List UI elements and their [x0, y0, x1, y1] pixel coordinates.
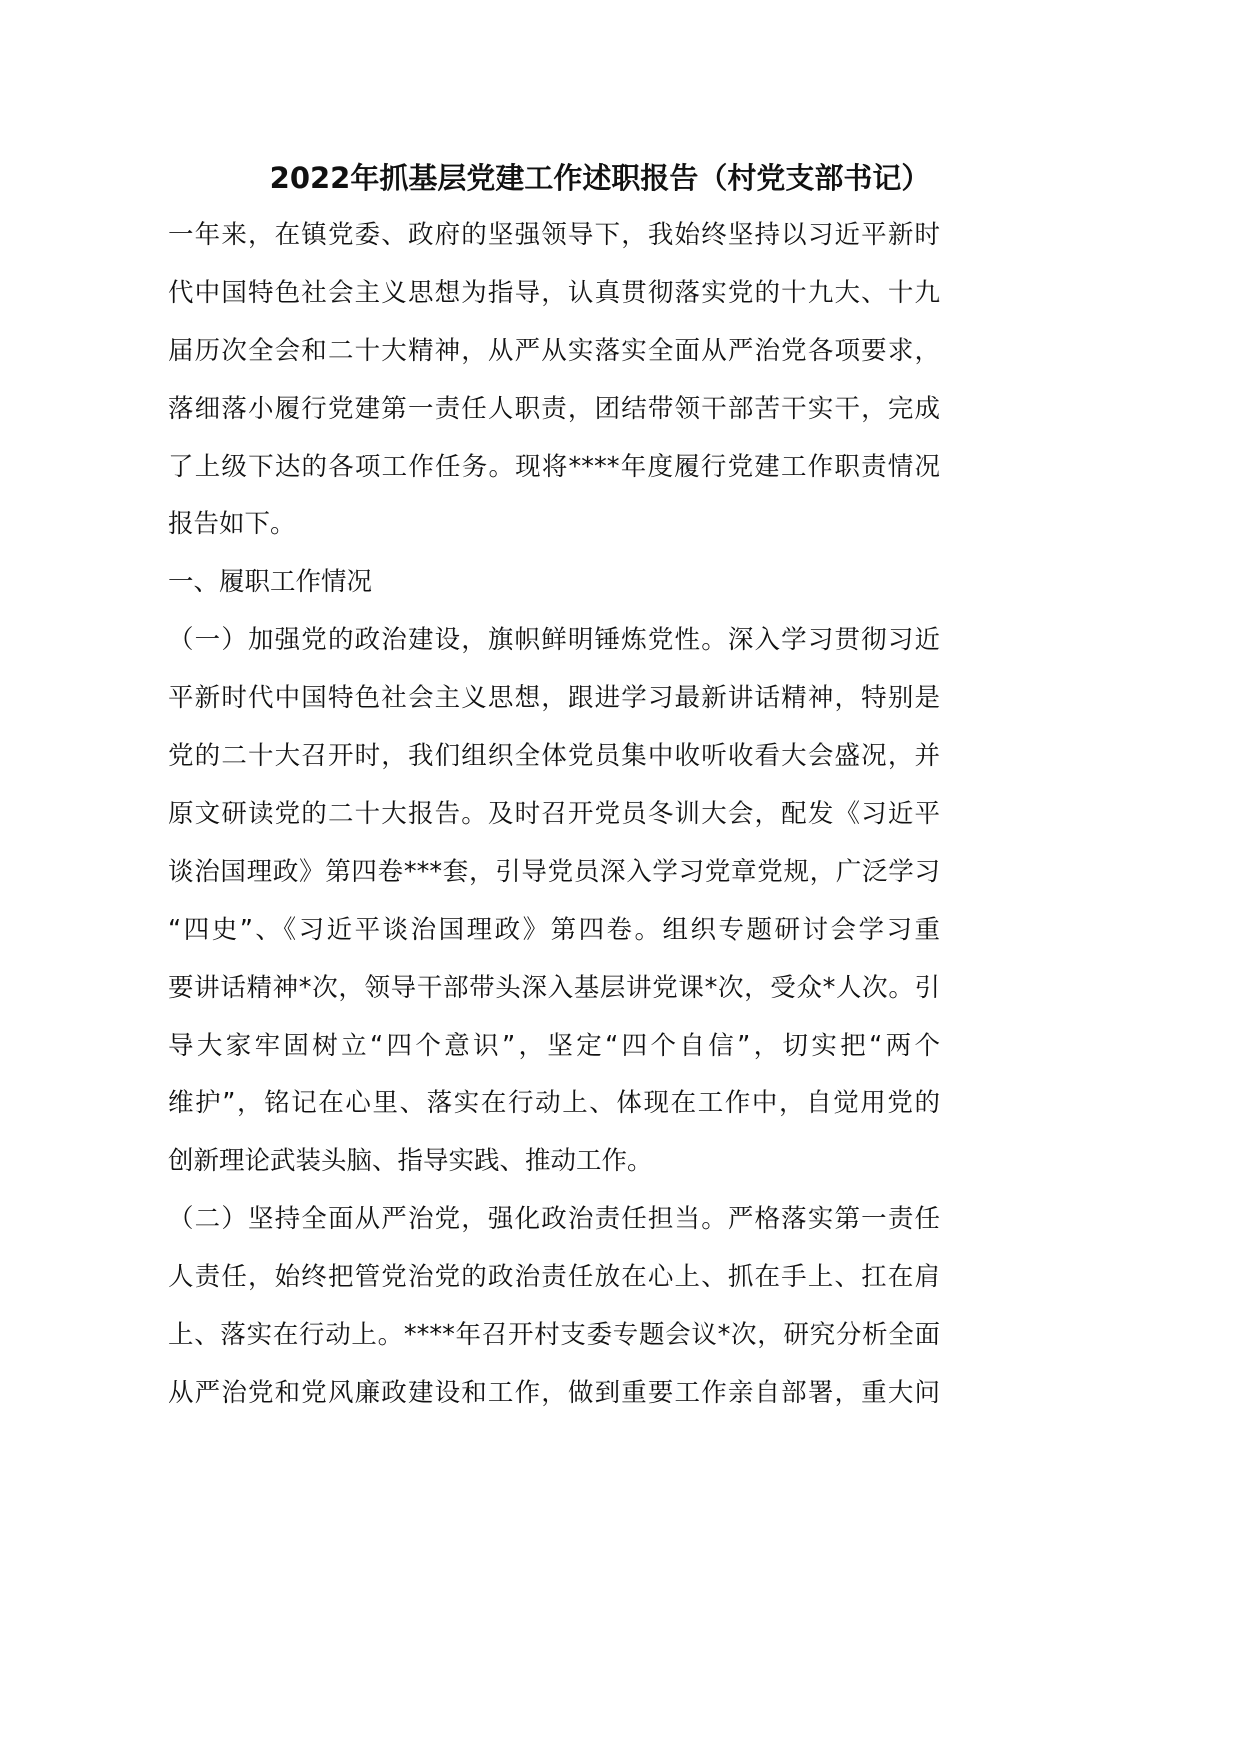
- text-line: 落细落小履行党建第一责任人职责，团结带领干部苦干实干，完成: [168, 394, 940, 424]
- text-line: 平新时代中国特色社会主义思想，跟进学习最新讲话精神，特别是: [168, 683, 940, 713]
- text-line: “四史”、《习近平谈治国理政》第四卷。组织专题研讨会学习重: [168, 915, 940, 945]
- text-line: （二）坚持全面从严治党，强化政治责任担当。严格落实第一责任: [168, 1204, 940, 1234]
- text-line: 原文研读党的二十大报告。及时召开党员冬训大会，配发《习近平: [168, 799, 940, 829]
- text-line: 一、履职工作情况: [168, 567, 373, 597]
- text-line: 上、落实在行动上。****年召开村支委专题会议*次，研究分析全面: [168, 1320, 940, 1350]
- text-line: 届历次全会和二十大精神，从严从实落实全面从严治党各项要求，: [168, 336, 940, 366]
- text-line: 代中国特色社会主义思想为指导，认真贯彻落实党的十九大、十九: [168, 278, 940, 308]
- text-line: 导大家牢固树立“四个意识”，坚定“四个自信”，切实把“两个: [168, 1031, 940, 1061]
- text-line: （一）加强党的政治建设，旗帜鲜明锤炼党性。深入学习贯彻习近: [168, 625, 940, 655]
- text-line: 创新理论武装头脑、指导实践、推动工作。: [168, 1146, 653, 1176]
- text-line: 谈治国理政》第四卷***套，引导党员深入学习党章党规，广泛学习: [168, 857, 940, 887]
- text-line: 人责任，始终把管党治党的政治责任放在心上、抓在手上、扛在肩: [168, 1262, 940, 1292]
- document-title: 2022年抓基层党建工作述职报告（村党支部书记）: [269, 161, 931, 195]
- text-line: 报告如下。: [168, 509, 296, 539]
- text-line: 从严治党和党风廉政建设和工作，做到重要工作亲自部署，重大问: [168, 1378, 940, 1408]
- text-line: 维护”，铭记在心里、落实在行动上、体现在工作中，自觉用党的: [168, 1088, 940, 1118]
- text-line: 了上级下达的各项工作任务。现将****年度履行党建工作职责情况: [168, 452, 940, 482]
- text-line: 党的二十大召开时，我们组织全体党员集中收听收看大会盛况，并: [168, 741, 940, 771]
- text-line: 一年来，在镇党委、政府的坚强领导下，我始终坚持以习近平新时: [168, 220, 940, 250]
- text-line: 要讲话精神*次，领导干部带头深入基层讲党课*次，受众*人次。引: [168, 973, 940, 1003]
